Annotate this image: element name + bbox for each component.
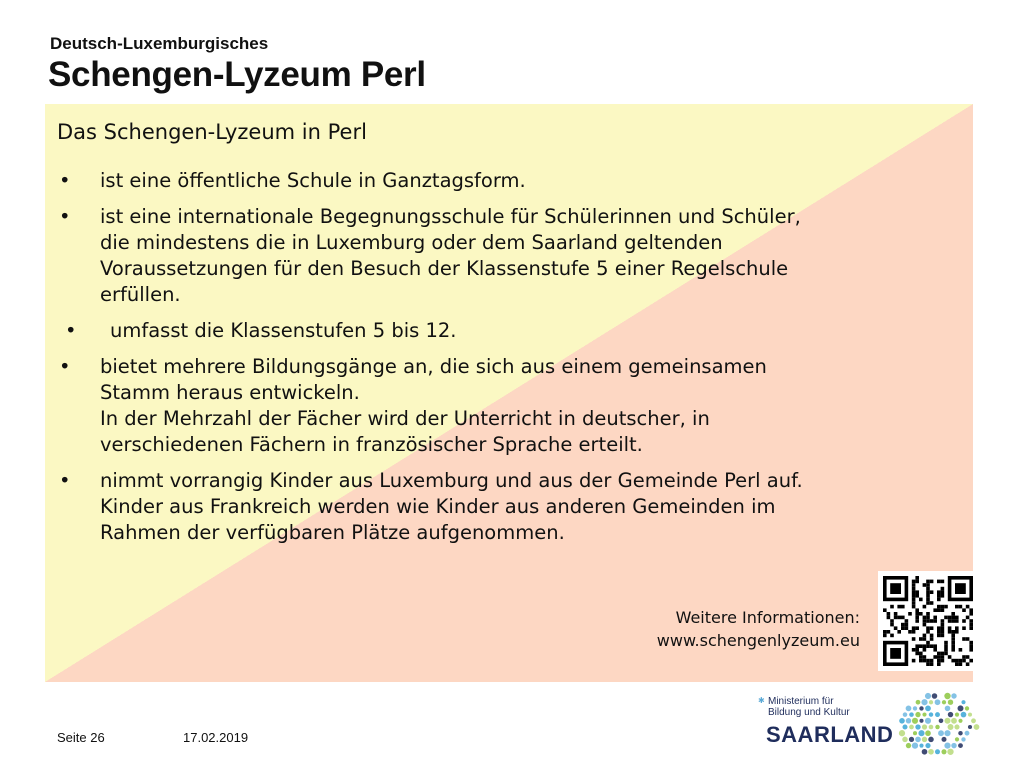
bullet-line: Kinder aus Frankreich werden wie Kinder aus anderen Gemeinden im <box>100 495 776 518</box>
bullet-line: ist eine öffentliche Schule in Ganztagsform. <box>100 169 526 192</box>
bullet-item <box>45 318 925 344</box>
panel-heading: Das Schengen-Lyzeum in Perl <box>57 120 367 144</box>
bullet-line: verschiedenen Fächern in französischer Sprache erteilt. <box>100 433 643 456</box>
bullet-line: In der Mehrzahl der Fächer wird der Unterricht in deutscher, in <box>100 407 710 430</box>
bullet-line: die mindestens die in Luxemburg oder dem Saarland geltenden <box>100 231 723 254</box>
bullet-line: umfasst die Klassenstufen 5 bis 12. <box>110 319 457 342</box>
qr-code-icon <box>878 571 978 671</box>
bullet-line: erfüllen. <box>100 283 181 306</box>
page-number: Seite 26 <box>57 730 105 745</box>
bullet-list <box>45 168 925 556</box>
logo-line-department: Bildung und Kultur <box>768 707 850 718</box>
bullet-line: ist eine internationale Begegnungsschule für Schülerinnen und Schüler, <box>100 205 801 228</box>
bullet-dot: • <box>65 319 77 342</box>
bullet-line: nimmt vorrangig Kinder aus Luxemburg und aus der Gemeinde Perl auf. <box>100 469 803 492</box>
logo-star-icon: ✱ <box>758 696 765 705</box>
bullet-item <box>45 468 925 546</box>
saarland-logo <box>758 690 988 760</box>
page-title: Schengen-Lyzeum Perl <box>48 55 426 94</box>
bullet-line: Rahmen der verfügbaren Plätze aufgenommen. <box>100 521 565 544</box>
website-link[interactable]: www.schengenlyzeum.eu <box>656 631 860 650</box>
content-panel <box>45 104 973 682</box>
header-subtitle: Deutsch-Luxemburgisches <box>50 34 269 53</box>
bullet-line: Stamm heraus entwickeln. <box>100 381 360 404</box>
more-info <box>657 606 860 652</box>
bullet-line: bietet mehrere Bildungsgänge an, die sich aus einem gemeinsamen <box>100 355 767 378</box>
bullet-dot: • <box>59 355 71 378</box>
bullet-line: Voraussetzungen für den Besuch der Klassenstufe 5 einer Regelschule <box>100 257 789 280</box>
more-info-label: Weitere Informationen: <box>675 608 860 627</box>
bullet-item <box>45 354 925 458</box>
bullet-item <box>45 204 925 308</box>
footer-date: 17.02.2019 <box>183 730 249 745</box>
bullet-dot: • <box>59 469 71 492</box>
bullet-dot: • <box>59 169 71 192</box>
logo-brand: SAARLAND <box>766 722 894 747</box>
logo-map-dots-icon <box>896 690 986 760</box>
logo-line-ministry: Ministerium für <box>768 696 834 707</box>
bullet-item <box>45 168 925 194</box>
bullet-dot: • <box>59 205 71 228</box>
